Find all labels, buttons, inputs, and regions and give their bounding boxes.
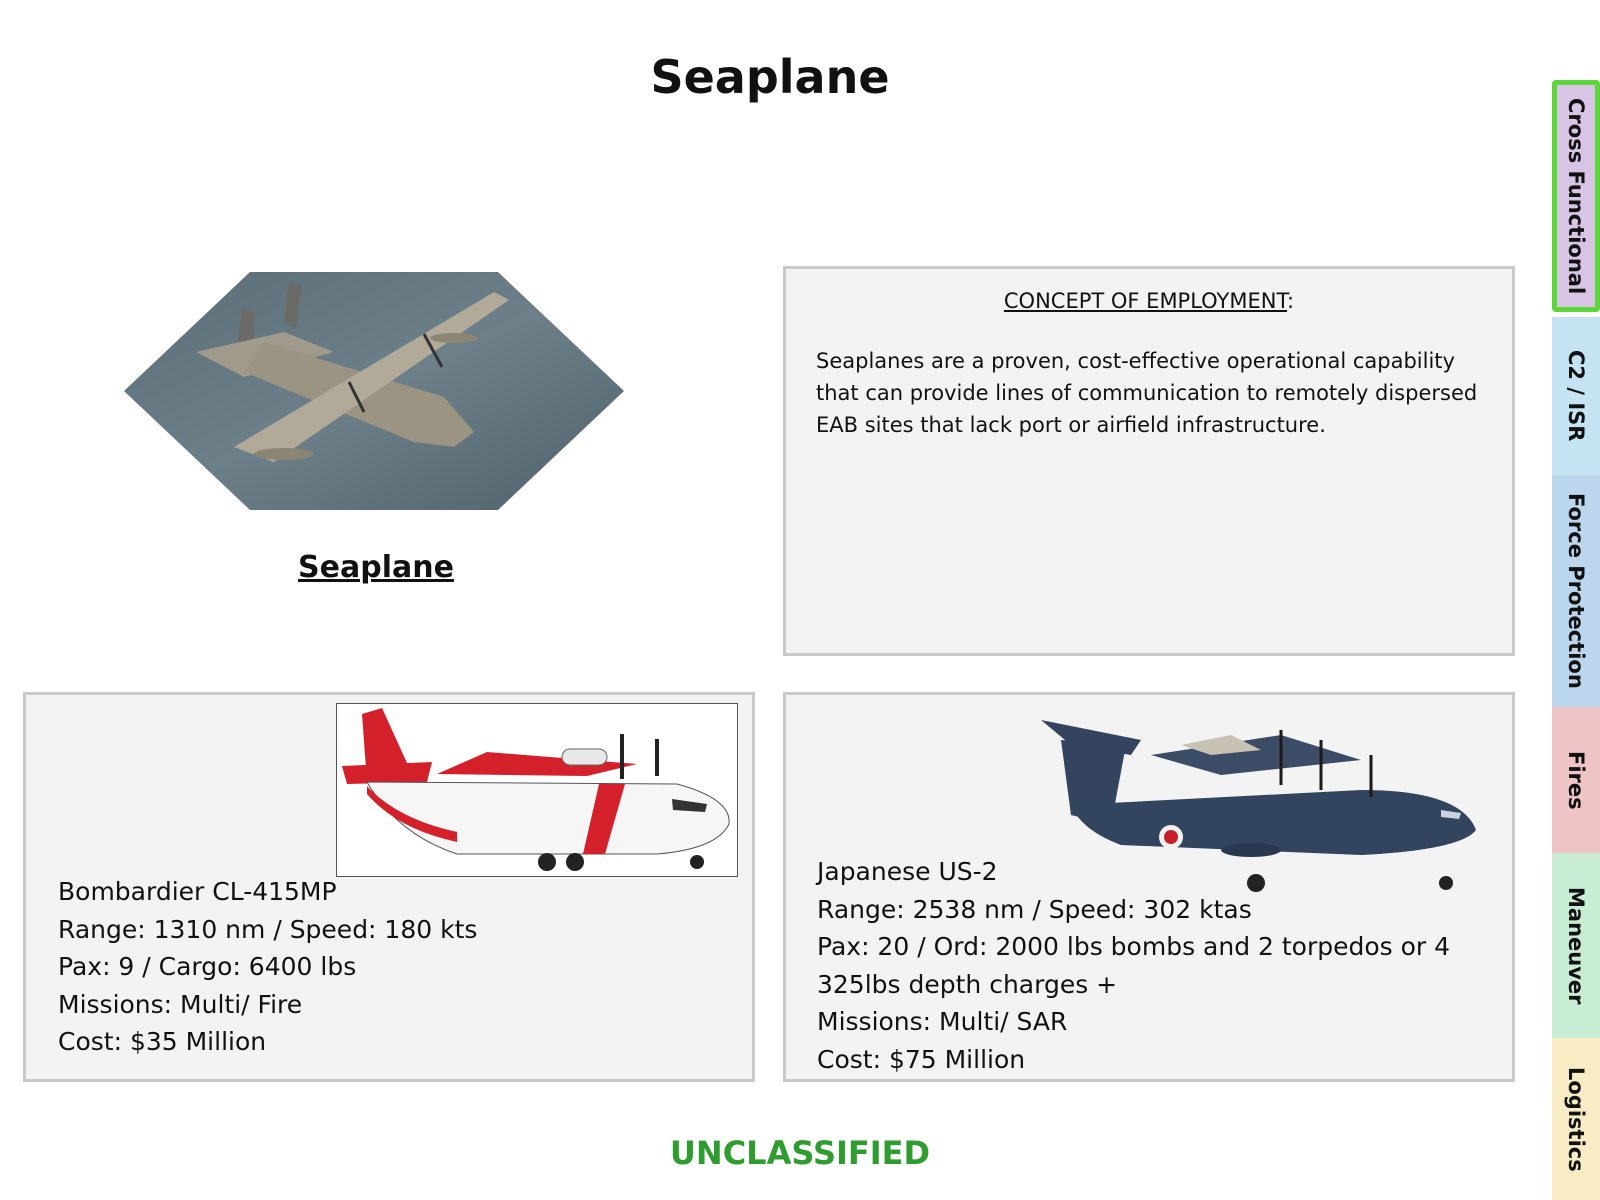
tab-logistics[interactable]: [1552, 1038, 1600, 1200]
us2-spec-name: Japanese US-2: [817, 857, 998, 886]
bombardier-cl415-photo-icon: [336, 703, 738, 877]
tab-force-protection[interactable]: [1552, 475, 1600, 707]
us2-specs: [817, 853, 1497, 1078]
seaplane-render-hexagon-icon: [124, 272, 624, 510]
tab-fires-label: Fires: [1564, 750, 1588, 810]
tab-force-protection-label: Force Protection: [1564, 493, 1588, 689]
tab-maneuver[interactable]: [1552, 853, 1600, 1038]
cl415-spec-pax: Pax: 9 / Cargo: 6400 lbs: [58, 952, 357, 981]
concept-of-employment-panel: [783, 266, 1515, 656]
tab-cross-functional-label: Cross Functional: [1564, 97, 1588, 295]
us2-spec-range: Range: 2538 nm / Speed: 302 ktas: [817, 894, 1252, 924]
cl415-spec-name: Bombardier CL-415MP: [58, 877, 337, 906]
concept-body: Seaplanes are a proven, cost-effective operational capability that can provide lines of communication to remotely dispersed EAB sites that lack port or airfield infrastructure.: [816, 349, 1478, 437]
hero-caption: Seaplane: [298, 550, 454, 585]
page-title: Seaplane: [650, 50, 890, 104]
us2-spec-missions: Missions: Multi/ SAR: [817, 1007, 1068, 1036]
cl415-spec-missions: Missions: Multi/ Fire: [58, 989, 303, 1019]
concept-heading: [786, 289, 1512, 313]
concept-heading-text: CONCEPT OF EMPLOYMENT: [1003, 289, 1288, 313]
us2-spec-pax: Pax: 20 / Ord: 2000 lbs bombs and 2 torpedos or 4 325lbs depth charges +: [817, 932, 1451, 999]
tab-fires[interactable]: [1552, 707, 1600, 853]
tab-c2-isr[interactable]: [1552, 317, 1600, 475]
tab-cross-functional[interactable]: [1552, 80, 1600, 312]
us2-panel: [783, 692, 1515, 1082]
cl415-panel: [23, 692, 755, 1082]
us2-spec-cost: Cost: $75 Million: [817, 1044, 1026, 1074]
tab-maneuver-label: Maneuver: [1564, 886, 1588, 1005]
concept-heading-colon: :: [1287, 289, 1295, 313]
cl415-spec-cost: Cost: $35 Million: [58, 1027, 267, 1056]
tab-c2-isr-label: C2 / ISR: [1564, 350, 1588, 442]
classification-label: UNCLASSIFIED: [669, 1134, 931, 1172]
cl415-spec-range: Range: 1310 nm / Speed: 180 kts: [58, 914, 478, 944]
tab-logistics-label: Logistics: [1564, 1066, 1588, 1172]
cl415-specs: [58, 873, 477, 1061]
